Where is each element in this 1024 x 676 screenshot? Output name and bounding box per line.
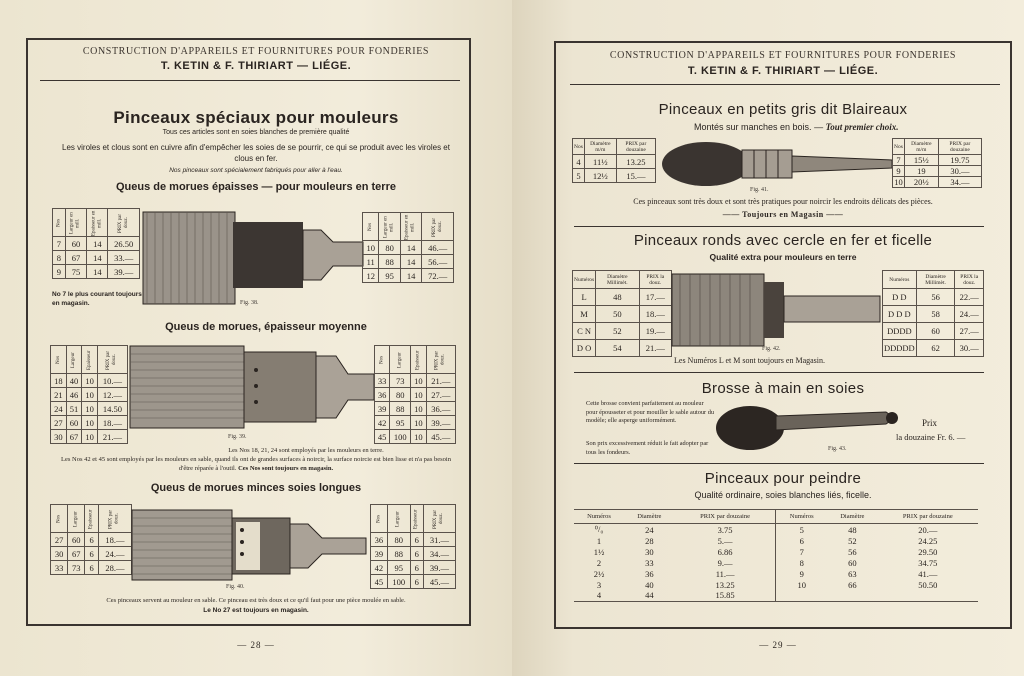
price-table: Nos Largeur Epaisseur PRIX par douz. 27 60 6 18.— 30 67 6 24.— 33 73 6 28.—: [50, 504, 132, 575]
section-description: Son prix excessivement réduit le fait adopter par tous les fondeurs.: [586, 440, 709, 456]
figure-caption: Fig. 38.: [240, 300, 259, 306]
table-row: DDDDD 62 30.—: [883, 340, 984, 357]
price-table: Numéros Diamètre Millimèt. PRIX la douz. L 48 17.— M 50 18.— C N 52 19.— D O 54 21.—: [572, 270, 672, 357]
divider: [574, 463, 984, 464]
round-brush-illustration: [672, 272, 882, 348]
table-row: 33 73 10 21.—: [375, 374, 456, 388]
section-note: Les Nos 18, 21, 24 sont employés par les mouleurs en terre.: [228, 447, 384, 454]
section-note: Ces pinceaux servent au mouleur en sable. Ce pinceau est très doux et ce qu'il faut pour une pièce moulée en sable.: [106, 597, 406, 604]
blaireau-brush-illustration: [662, 140, 892, 190]
table-row: C N 52 19.—: [573, 323, 672, 340]
page-title: Pinceaux spéciaux pour mouleurs: [113, 108, 399, 127]
section-note: Les Nos 42 et 45 sont employés par les mouleurs en sable, quand ils ont de grandes surfaces à noircir, la surface noircie est bien lisse et n'a pas besoin d'être réparée à l'outil. Ces Nos sont toujours en magasin.: [61, 456, 451, 472]
table-row: 33 73 6 28.—: [51, 561, 132, 575]
section-title: Brosse à main en soies: [701, 380, 865, 397]
section-subtitle: Qualité extra pour mouleurs en terre: [709, 252, 857, 262]
page-number: — 29 —: [759, 640, 797, 650]
table-row: D D D 58 24.—: [883, 306, 984, 323]
section-title: Pinceaux ronds avec cercle en fer et ficelle: [633, 232, 933, 249]
page-number: — 28 —: [237, 640, 275, 650]
table-row: 45 100 6 45.—: [371, 575, 456, 589]
price-table: Nos Diamètre m/m PRIX par douzaine 4 11½ 13.25 5 12½ 15.—: [572, 138, 656, 183]
figure-caption: Fig. 41.: [750, 187, 769, 193]
table-row: 11 88 14 56.—: [363, 255, 454, 269]
table-row: 2½ 36 11.— 9 63 41.—: [593, 568, 938, 579]
table-row: D O 54 21.—: [573, 340, 672, 357]
table-row: DDDD 60 27.—: [883, 323, 984, 340]
stock-note: No 7 le plus courant toujours en magasin.: [52, 291, 142, 307]
price-table: Nos Largeur en mill. Epaisseur en mill. PRIX par douz. 10 80 14 46.— 11 88 14 56.— 12 95 14 72.—: [362, 212, 454, 283]
table-row: ⁰/₀ 24 3.75 5 48 20.—: [594, 524, 938, 535]
table-row: 42 95 6 39.—: [371, 561, 456, 575]
price-table: Nos Diamètre m/m PRIX par douzaine 7 15½ 19.75 9 19 30.— 10 20½ 34.—: [892, 138, 982, 188]
price-table: Numéros Diamètre PRIX par douzaine Numéros Diamètre PRIX par douzaine ⁰/₀ 24 3.75 5 48 20.— 1 28 5.— 6 52 24.25 1½ 30 6.86 7 56 29.50 2 33 9.— 8 60 34.75 2½ 36 11.— 9 63 41.— 3 40 13.25 10 66 50.50 4 44 15.85: [574, 509, 978, 602]
figure-caption: Fig. 40.: [226, 584, 245, 590]
price-table: Nos Largeur Epaisseur PRIX par douz. 18 40 10 10.— 21 46 10 12.— 24 51 10 14.50 27 60 10 18.— 30 67 10 21.—: [50, 345, 128, 444]
subtitle: Tous ces articles sont en soies blanches de première qualité: [162, 129, 350, 136]
table-row: 9 75 14 39.—: [53, 265, 140, 279]
table-row: M 50 18.—: [573, 306, 672, 323]
intro-note: Nos pinceaux sont spécialement fabriqués pour aller à l'eau.: [169, 167, 343, 174]
figure-caption: Fig. 39.: [228, 434, 247, 440]
table-row: 45 100 10 45.—: [375, 430, 456, 444]
price-table: Nos Largeur Epaisseur PRIX par douz. 36 80 6 31.— 39 88 6 34.— 42 95 6 39.— 45 100 6 45.—: [370, 504, 456, 589]
stock-note: Le No 27 est toujours en magasin.: [203, 607, 309, 614]
figure-caption: Fig. 42.: [762, 346, 781, 352]
table-row: 27 60 10 18.—: [51, 416, 128, 430]
table-row: 39 88 6 34.—: [371, 547, 456, 561]
section-subtitle: Montés sur manches en bois. — Tout premier choix.: [694, 122, 899, 132]
divider: [574, 226, 984, 227]
table-row: 1 28 5.— 6 52 24.25: [596, 535, 938, 546]
table-row: 7 60 14 26.50: [53, 237, 140, 251]
table-row: 30 67 6 24.—: [51, 547, 132, 561]
table-row: 30 67 10 21.—: [51, 430, 128, 444]
divider: [40, 80, 460, 81]
price-table: Nos Largeur Epaisseur PRIX par douz. 33 73 10 21.— 36 80 10 27.— 39 88 10 36.— 42 95 10 39.— 45 100 10 45.—: [374, 345, 456, 444]
table-row: 10 20½ 34.—: [893, 177, 982, 188]
section-title: Queus de morues, épaisseur moyenne: [165, 321, 367, 333]
table-row: 4 11½ 13.25: [573, 155, 656, 169]
table-row: 9 19 30.—: [893, 166, 982, 177]
header-company-line: CONSTRUCTION D'APPAREILS ET FOURNITURES POUR FONDERIES: [609, 50, 957, 61]
section-description: Cette brosse convient parfaitement au mouleur pour épousseter et pour mouiller le sable autour du modèle; elle asperge uniformément.: [586, 400, 715, 425]
table-row: 1½ 30 6.86 7 56 29.50: [593, 546, 938, 557]
table-row: 3 40 13.25 10 66 50.50: [596, 579, 938, 590]
divider: [574, 372, 984, 373]
brush-illustration: [132, 508, 366, 582]
table-row: 24 51 10 14.50: [51, 402, 128, 416]
table-row: 18 40 10 10.—: [51, 374, 128, 388]
table-row: D D 56 22.—: [883, 289, 984, 306]
section-title: Queus de morues épaisses — pour mouleurs en terre: [116, 181, 396, 193]
table-row: 2 33 9.— 8 60 34.75: [596, 557, 938, 568]
section-note: Ces pinceaux sont très doux et sont très pratiques pour noircir les endroits délicats des pièces.: [633, 197, 933, 206]
table-row: 36 80 10 27.—: [375, 388, 456, 402]
hand-brush-illustration: [716, 404, 896, 452]
table-row: 27 60 6 18.—: [51, 533, 132, 547]
table-row: 12 95 14 72.—: [363, 269, 454, 283]
divider: [570, 84, 1000, 85]
section-title: Pinceaux pour peindre: [704, 470, 862, 487]
header-names: T. KETIN & F. THIRIART — LIÉGE.: [160, 60, 352, 72]
table-row: 21 46 10 12.—: [51, 388, 128, 402]
figure-caption: Fig. 43.: [828, 446, 847, 452]
price-table: Numéros Diamètre Millimèt. PRIX la douz. D D 56 22.— D D D 58 24.— DDDD 60 27.— DDDDD 62 30.—: [882, 270, 984, 357]
table-row: 10 80 14 46.—: [363, 241, 454, 255]
section-title: Queus de morues minces soies longues: [150, 482, 362, 494]
brush-illustration: [130, 346, 374, 428]
price-table: Nos Largeur en mill. Epaisseur en mill. PRIX par douz. 7 60 14 26.50 8 67 14 33.— 9 75 14 39.—: [52, 208, 140, 279]
stock-note: —— Toujours en Magasin ——: [722, 210, 844, 219]
table-row: L 48 17.—: [573, 289, 672, 306]
right-page: [512, 0, 1024, 676]
table-row: 39 88 10 36.—: [375, 402, 456, 416]
price-value: la douzaine Fr. 6. —: [896, 432, 966, 442]
header-company-line: CONSTRUCTION D'APPAREILS ET FOURNITURES POUR FONDERIES: [82, 46, 430, 57]
header-names: T. KETIN & F. THIRIART — LIÉGE.: [687, 65, 879, 77]
intro-text: Les viroles et clous sont en cuivre afin d'empêcher les soies de se pourrir, ce qui se produit avec les viroles et clous en fer.: [62, 143, 450, 163]
section-subtitle: Qualité ordinaire, soies blanches liés, ficelle.: [694, 490, 872, 500]
section-title: Pinceaux en petits gris dit Blaireaux: [658, 101, 908, 118]
table-row: 4 44 15.85: [574, 590, 978, 601]
table-row: 42 95 10 39.—: [375, 416, 456, 430]
brush-illustration: [143, 208, 363, 308]
table-row: 8 67 14 33.—: [53, 251, 140, 265]
table-row: 5 12½ 15.—: [573, 169, 656, 183]
stock-note: Les Numéros L et M sont toujours en Magasin.: [674, 356, 826, 365]
table-row: 7 15½ 19.75: [893, 155, 982, 166]
table-row: 36 80 6 31.—: [371, 533, 456, 547]
price-label: Prix: [922, 418, 938, 428]
